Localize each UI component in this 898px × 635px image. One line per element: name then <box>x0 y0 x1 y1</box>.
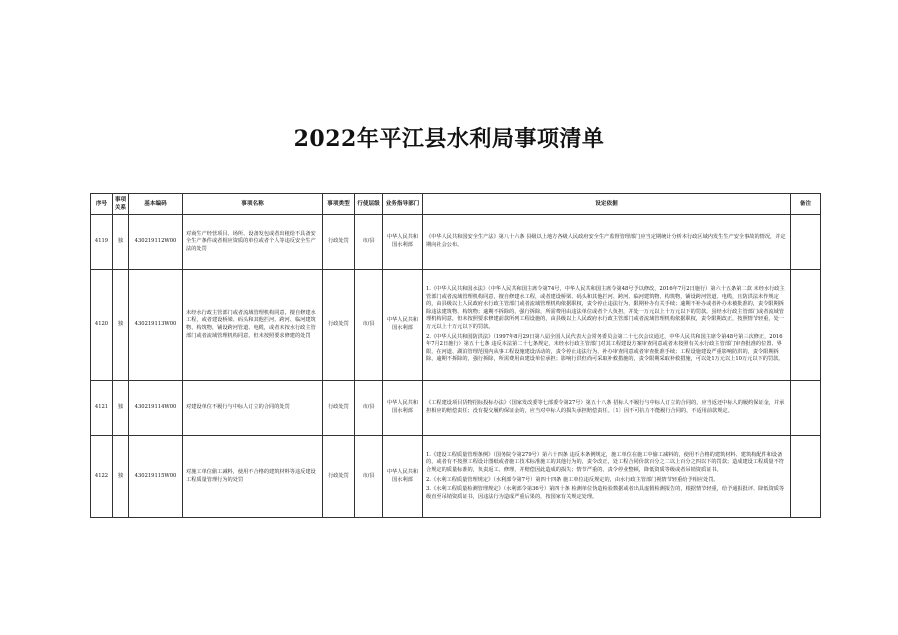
cell-name: 对施工单位偷工减料，使用不合格的建筑材料等违反建设工程质量管理行为的处罚 <box>183 436 323 518</box>
cell-remarks <box>791 381 821 436</box>
cell-department: 中华人民共和国水利部 <box>383 436 423 518</box>
document-title: 2022年平江县水利局事项清单 <box>293 126 605 152</box>
header-row <box>91 194 821 215</box>
basis-paragraph: 3.《水利工程质量检测管理规定》（水利部令第36号）第四十条 检测单位伪造检验数据或者出具虚假检测报告的，根据情节轻重，给予通报批评、降低资质等级直至吊销资质证书，因违法行为造成严重后果的，按国家有关规定处理。 <box>426 486 785 500</box>
header-name: 事项名称 <box>183 194 323 215</box>
table-row <box>91 436 821 518</box>
cell-seq: 4121 <box>91 381 113 436</box>
matter-list-table <box>90 193 821 518</box>
cell-department: 中华人民共和国水利部 <box>383 381 423 436</box>
cell-type: 行政处罚 <box>323 436 355 518</box>
cell-seq: 4119 <box>91 215 113 270</box>
basis-paragraph: 《中华人民共和国安全生产法》第八十六条 县级以上地方各级人民政府安全生产监督管理部门应当定期统计分析本行政区域内发生生产安全事故的情况，并定期向社会公布。 <box>426 234 786 248</box>
cell-basis <box>423 381 791 436</box>
basis-paragraph: 《工程建设项目货物招标投标办法》（国家发改委等七部委令第27号）第五十八条 招标人不履行与中标人订立的合同的，应当返还中标人的履约保证金，并承担相应的赔偿责任；没有提交履约保证金的，应当对中标人的损失承担赔偿责任。〔1〕因不可抗力不能履行合同的，不适用前款规定。 <box>426 400 785 414</box>
cell-type: 行政处罚 <box>323 215 355 270</box>
table-body <box>91 215 821 518</box>
cell-seq: 4122 <box>91 436 113 518</box>
cell-code: 430219115W00 <box>129 436 183 518</box>
header-code: 基本编码 <box>129 194 183 215</box>
cell-name: 对建设单位不履行与中标人订立的合同的处罚 <box>183 381 323 436</box>
cell-code: 430219113W00 <box>129 270 183 381</box>
table-row <box>91 381 821 436</box>
cell-relation: 独 <box>113 436 129 518</box>
cell-department: 中华人民共和国水利部 <box>383 270 423 381</box>
header-relation: 事项关系 <box>113 194 129 215</box>
cell-basis <box>423 436 791 518</box>
cell-relation: 独 <box>113 381 129 436</box>
table-header <box>91 194 821 215</box>
cell-relation: 独 <box>113 215 129 270</box>
cell-basis <box>423 215 791 270</box>
cell-type: 行政处罚 <box>323 381 355 436</box>
table-row <box>91 215 821 270</box>
cell-seq: 4120 <box>91 270 113 381</box>
cell-code: 430219112W00 <box>129 215 183 270</box>
header-remarks: 备注 <box>791 194 821 215</box>
cell-level: 市/县 <box>355 270 383 381</box>
cell-department: 中华人民共和国水利部 <box>383 215 423 270</box>
header-department: 业务指导部门 <box>383 194 423 215</box>
cell-type: 行政处罚 <box>323 270 355 381</box>
cell-name: 未经水行政主管部门或者流域管理机构同意，擅自修建水工程，或者建设桥梁、码头和其他拦河、跨河、临河建筑物、构筑物，铺设跨河管道、电缆，或者未按水行政主管部门或者流域管理机构同意，但未按照要求修建的处罚 <box>183 270 323 381</box>
cell-level: 市/县 <box>355 215 383 270</box>
basis-paragraph: 2.《中华人民共和国防洪法》（1997年8月29日第八届全国人民代表大会常务委员会第二十七次会议通过，中华人民共和国主席令第48号第三次修正，2016年7月2日施行）第五十七条 违反本法第二十七条规定，未经水行政主管部门对其工程建设方案审查同意或者未按照有关水行政主管部门审查批准的位置、界限，在河道、湖泊管理范围内从事工程设施建设活动的，责令停止违法行为，补办审查同意或者审查批准手续；工程设施建设严重影响防洪的，责令限期拆除，逾期不拆除的，强行拆除，所需费用由建设单位承担；影响行洪但尚可采取补救措施的，责令限期采取补救措施，可以处1万元以上10万元以下的罚款。 <box>426 333 784 363</box>
cell-relation: 独 <box>113 270 129 381</box>
table-row <box>91 270 821 381</box>
cell-level: 市/县 <box>355 436 383 518</box>
basis-paragraph: 1.《建设工程质量管理条例》（国务院令第279号）第六十四条 违反本条例规定，施工单位在施工中偷工减料的，使用不合格的建筑材料、建筑构配件和设备的，或者有不按照工程设计图纸或者施工技术标准施工的其他行为的，责令改正，处工程合同价款百分之二以上百分之四以下的罚款；造成建设工程质量不符合规定的质量标准的，负责返工、修理，并赔偿因此造成的损失；情节严重的，责令停业整顿，降低资质等级或者吊销资质证书。 <box>426 451 784 473</box>
header-type: 事项类型 <box>323 194 355 215</box>
header-seq: 序号 <box>91 194 113 215</box>
cell-remarks <box>791 215 821 270</box>
header-basis: 设定依据 <box>423 194 791 215</box>
cell-basis <box>423 270 791 381</box>
cell-level: 市/县 <box>355 381 383 436</box>
cell-remarks <box>791 270 821 381</box>
basis-paragraph: 1.《中华人民共和国水法》（中华人民共和国主席令第74号，中华人民共和国主席令第48号予以修改，2016年7月2日施行）第六十五条第二款 未经水行政主管部门或者流域管理机构同意，擅自修建水工程，或者建设桥梁、码头和其他拦河、跨河、临河建筑物、构筑物，铺设跨河管道、电缆，且防洪法未作规定的，由县级以上人民政府水行政主管部门或者流域管理机构依据职权，责令停止违法行为，限期补办有关手续；逾期不补办或者补办未被批准的，责令限期拆除违法建筑物、构筑物；逾期不拆除的，强行拆除，所需费用由违法单位或者个人负担，并处一万元以上十万元以下的罚款。虽经水行政主管部门或者流域管理机构同意，但未按照要求修建前款所列工程设施的，由县级以上人民政府水行政主管部门或者流域管理机构依据职权，责令限期改正，按照情节轻重，处一万元以上十万元以下的罚款。 <box>426 286 785 330</box>
basis-paragraph: 2.《水利工程质量管理规定》（水利部令第7号）第四十四条 施工单位违反规定的，由水行政主管部门视情节轻重给予相应处罚。 <box>426 476 719 483</box>
cell-remarks <box>791 436 821 518</box>
cell-name: 对商生产经营项目、场所、设备发包或者出租给不具备安全生产条件或者相应资质的单位或者个人等违反安全生产法的处罚 <box>183 215 323 270</box>
cell-code: 430219114W00 <box>129 381 183 436</box>
header-level: 行使层级 <box>355 194 383 215</box>
